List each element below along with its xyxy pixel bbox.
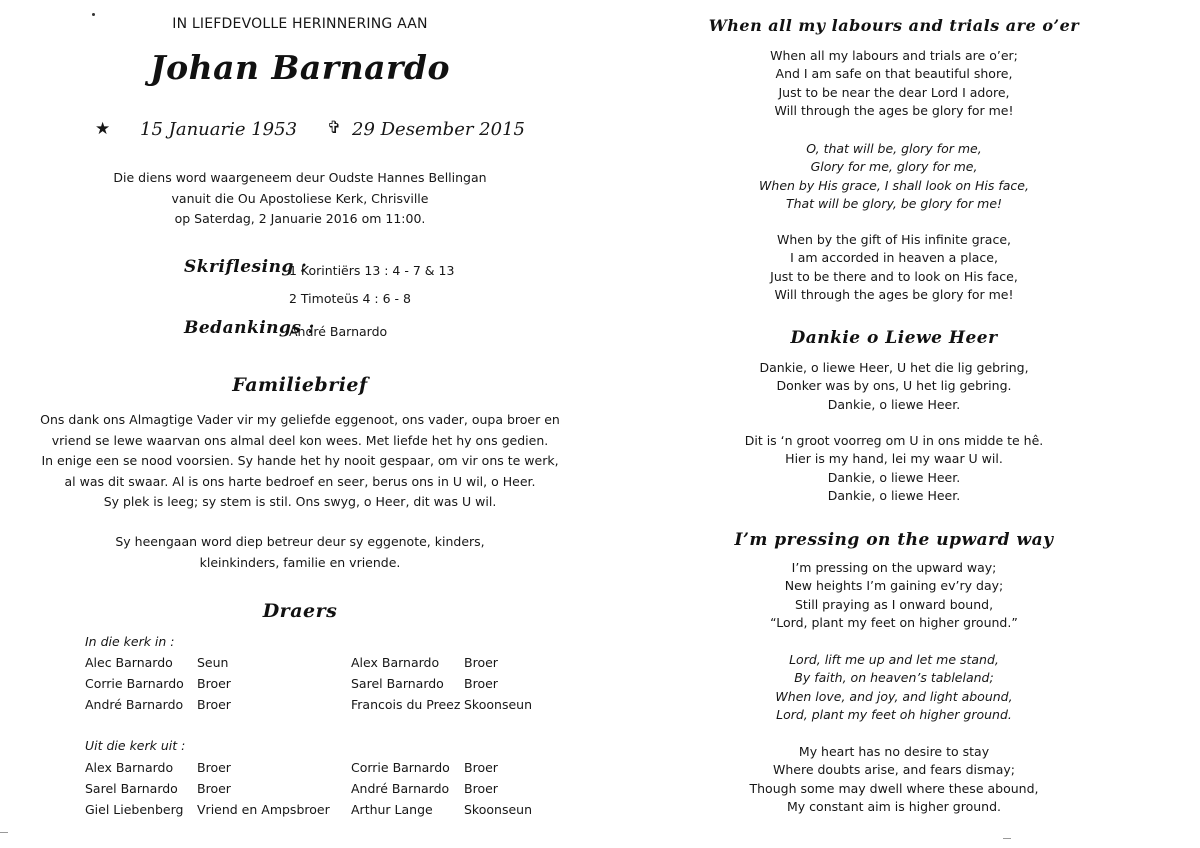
lyric-line: My constant aim is higher ground. <box>787 799 1001 815</box>
bearer-relation: Broer <box>197 676 231 691</box>
letter-line: al was dit swaar. Al is ons harte bedroef en seer, berus ons in U wil, o Heer. <box>64 473 536 489</box>
lyric-line: New heights I’m gaining ev’ry day; <box>784 578 1004 594</box>
bearer-relation: Vriend en Ampsbroer <box>197 802 330 817</box>
lyric-line: Just to be there and to look on His face, <box>770 268 1018 284</box>
right-page <box>600 0 1200 848</box>
bearer-relation: Broer <box>197 781 231 796</box>
mourned-line: kleinkinders, familie en vriende. <box>199 554 401 570</box>
bedankings-name: André Barnardo <box>289 324 388 339</box>
scripture-reading: 2 Timoteüs 4 : 6 - 8 <box>289 291 411 306</box>
bearer-name: Francois du Preez <box>351 697 461 712</box>
bearer-relation: Seun <box>197 655 229 670</box>
service-line: op Saterdag, 2 Januarie 2016 om 11:00. <box>174 211 426 226</box>
song-title: Dankie o Liewe Heer <box>790 328 998 348</box>
lyric-line: Just to be near the dear Lord I adore, <box>778 84 1010 100</box>
bearer-name: Giel Liebenberg <box>85 802 184 817</box>
lyric-line: My heart has no desire to stay <box>798 744 990 759</box>
song-title: When all my labours and trials are o’er <box>708 16 1080 35</box>
lyric-line: When love, and joy, and light abound, <box>775 688 1013 704</box>
lyric-line: Lord, plant my feet oh higher ground. <box>776 707 1012 723</box>
scan-mark <box>0 832 8 833</box>
lyric-line: Lord, lift me up and let me stand, <box>789 652 999 667</box>
scripture-reading: 1 Korintiërs 13 : 4 - 7 & 13 <box>289 263 455 278</box>
in-church-label: In die kerk in : <box>85 634 175 649</box>
memorial-header: IN LIEFDEVOLLE HERINNERING AAN <box>172 16 428 32</box>
out-church-label: Uit die kerk uit : <box>85 738 186 753</box>
lyric-line: Dankie, o liewe Heer, U het die lig gebring, <box>759 360 1029 375</box>
lyric-line: Where doubts arise, and fears dismay; <box>773 762 1015 778</box>
bearer-relation: Broer <box>464 781 498 796</box>
bearer-name: Sarel Barnardo <box>85 781 178 796</box>
letter-line: Ons dank ons Almagtige Vader vir my geliefde eggenoot, ons vader, oupa broer en <box>40 412 560 427</box>
lyric-line: When by His grace, I shall look on His face, <box>759 177 1029 193</box>
lyric-line: Dankie, o liewe Heer. <box>827 469 961 485</box>
lyric-line: Dit is ‘n groot voorreg om U in ons midde te hê. <box>744 433 1044 448</box>
mourned-by <box>0 532 600 573</box>
bearer-relation: Broer <box>197 697 231 712</box>
bearer-relation: Broer <box>464 676 498 691</box>
lyric-line: O, that will be, glory for me, <box>806 141 982 156</box>
draers-title: Draers <box>262 600 338 622</box>
bearer-name: André Barnardo <box>351 781 450 796</box>
song-verse <box>600 743 1188 817</box>
bearer-name: André Barnardo <box>85 697 184 712</box>
service-line: vanuit die Ou Apostoliese Kerk, Chrisville <box>171 190 429 206</box>
bearer-name: Corrie Barnardo <box>85 676 184 691</box>
cross-icon: ✞ <box>327 118 342 138</box>
lyric-line: And I am safe on that beautiful shore, <box>775 66 1013 82</box>
bearer-relation: Skoonseun <box>464 697 532 712</box>
death-date: 29 Desember 2015 <box>352 119 525 140</box>
bearer-name: Alex Barnardo <box>351 655 440 670</box>
song-verse <box>600 359 1188 414</box>
bearer-relation: Broer <box>464 760 498 775</box>
lyric-line: Will through the ages be glory for me! <box>774 287 1014 303</box>
bearer-name: Sarel Barnardo <box>351 676 444 691</box>
family-letter <box>0 410 600 513</box>
lyric-line: Donker was by ons, U het lig gebring. <box>776 378 1012 394</box>
letter-line: vriend se lewe waarvan ons almal deel kon wees. Met liefde het hy ons gedien. <box>51 432 549 448</box>
song-chorus <box>600 651 1188 725</box>
mourned-line: Sy heengaan word diep betreur deur sy eggenote, kinders, <box>115 534 485 549</box>
lyric-line: “Lord, plant my feet on higher ground.” <box>770 615 1018 631</box>
lyric-line: When by the gift of His infinite grace, <box>776 232 1011 247</box>
deceased-name: Johan Barnardo <box>150 48 450 87</box>
scan-mark <box>1003 838 1011 839</box>
lyric-line: Dankie, o liewe Heer. <box>827 396 961 412</box>
letter-line: Sy plek is leeg; sy stem is stil. Ons swyg, o Heer, dit was U wil. <box>103 494 497 509</box>
lyric-line: I am accorded in heaven a place, <box>790 250 998 266</box>
bearer-name: Corrie Barnardo <box>351 760 450 775</box>
lyric-line: Will through the ages be glory for me! <box>774 103 1014 119</box>
song-chorus <box>600 140 1188 214</box>
lyric-line: That will be glory, be glory for me! <box>785 196 1003 212</box>
bearer-relation: Broer <box>464 655 498 670</box>
letter-line: In enige een se nood voorsien. Sy hande het hy nooit gespaar, om vir ons te werk, <box>41 453 559 468</box>
star-icon: ★ <box>95 119 111 139</box>
service-line: Die diens word waargeneem deur Oudste Hannes Bellingan <box>113 170 487 185</box>
lyric-line: Hier is my hand, lei my waar U wil. <box>785 451 1003 467</box>
song-verse <box>600 559 1188 633</box>
lyric-line: When all my labours and trials are o’er; <box>770 48 1018 63</box>
bearer-name: Arthur Lange <box>351 802 433 817</box>
song-verse <box>600 47 1188 121</box>
song-verse <box>600 432 1188 506</box>
song-verse <box>600 231 1188 305</box>
song-title: I’m pressing on the upward way <box>734 530 1054 550</box>
bedankings-label: Bedankings : <box>184 318 315 338</box>
birth-date: 15 Januarie 1953 <box>140 119 298 140</box>
bearer-name: Alec Barnardo <box>85 655 173 670</box>
lyric-line: I’m pressing on the upward way; <box>791 560 997 575</box>
bearer-name: Alex Barnardo <box>85 760 174 775</box>
familiebrief-title: Familiebrief <box>232 374 368 396</box>
skriflesing-label: Skriflesing : <box>184 257 308 277</box>
bearer-relation: Skoonseun <box>464 802 532 817</box>
lyric-line: Dankie, o liewe Heer. <box>827 488 961 504</box>
lyric-line: Glory for me, glory for me, <box>810 159 978 175</box>
service-details <box>0 168 600 230</box>
lyric-line: Though some may dwell where these abound, <box>749 780 1039 796</box>
lyric-line: By faith, on heaven’s tableland; <box>794 670 994 686</box>
lyric-line: Still praying as I onward bound, <box>794 596 994 612</box>
bearer-relation: Broer <box>197 760 231 775</box>
